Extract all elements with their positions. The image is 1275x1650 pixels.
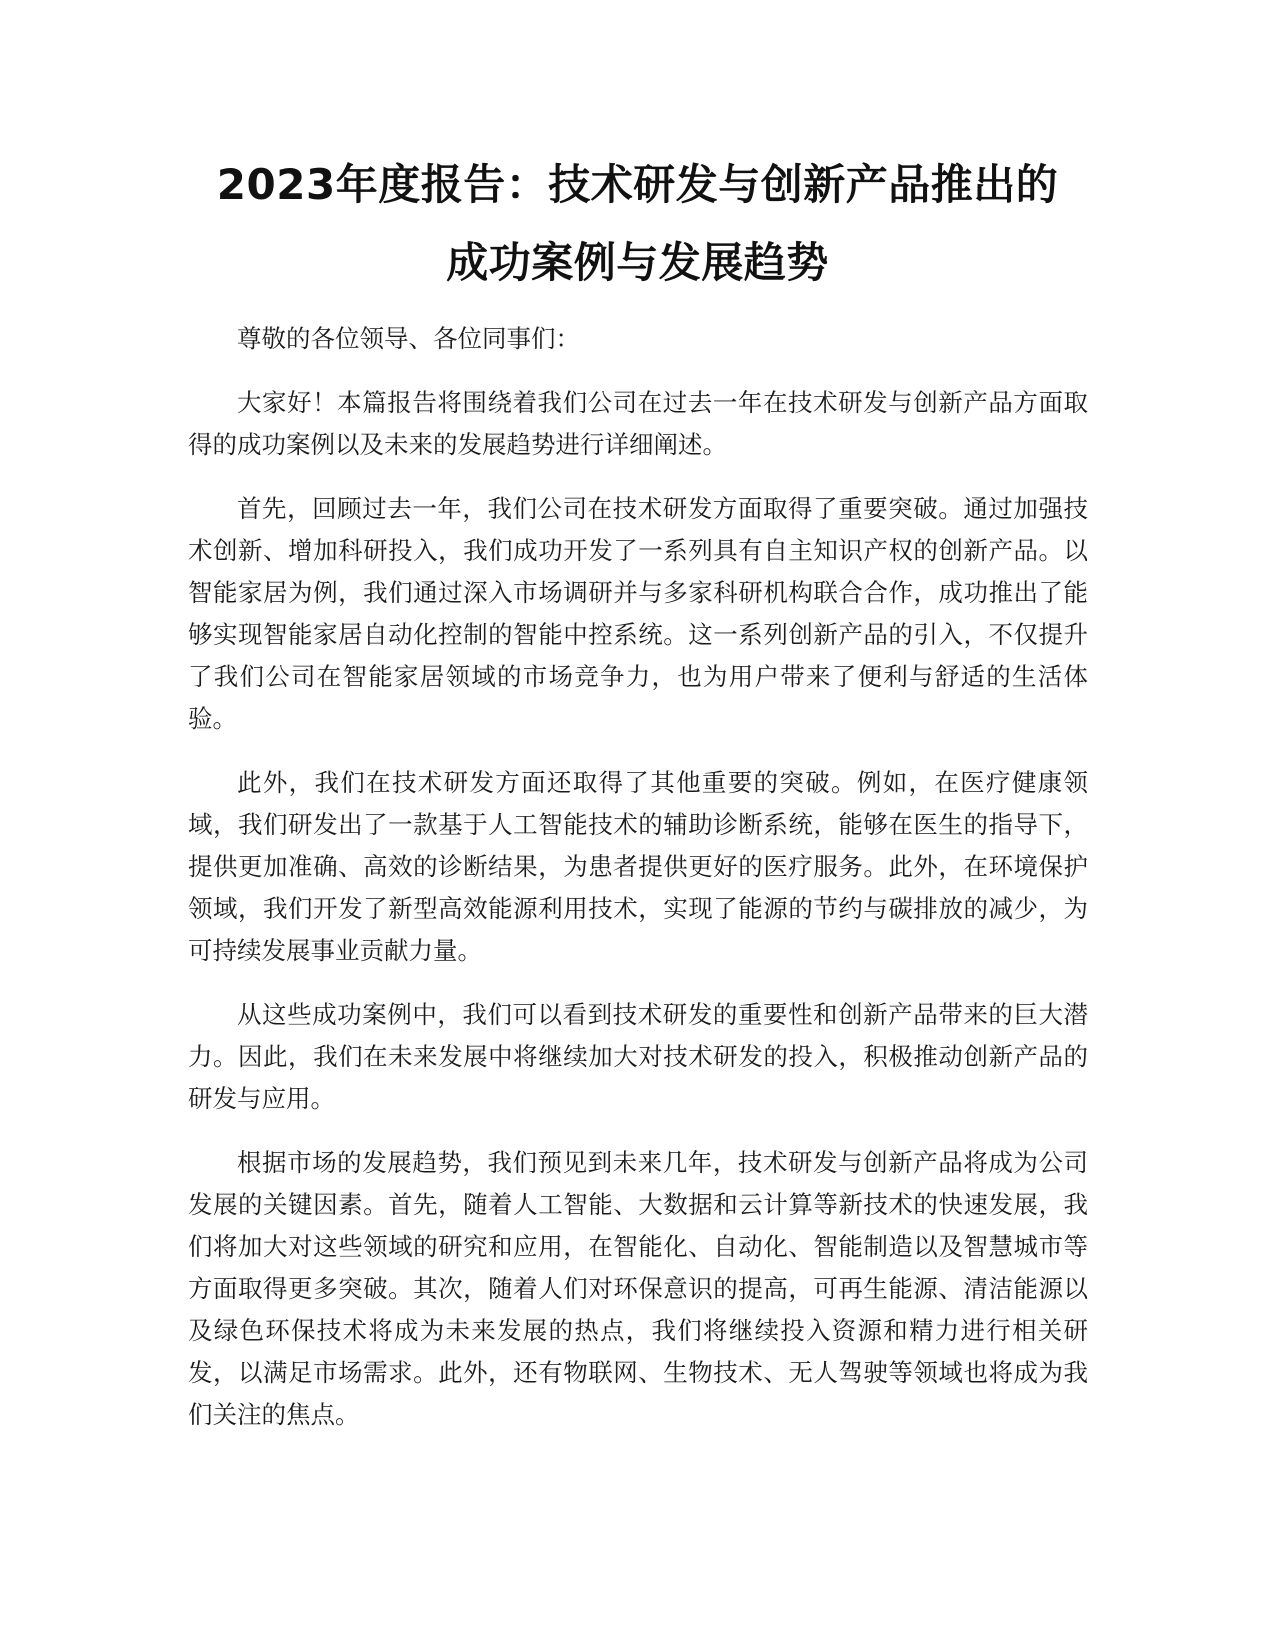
paragraph-other-breakthroughs: 此外，我们在技术研发方面还取得了其他重要的突破。例如，在医疗健康领域，我们研发出了一款基于人工智能技术的辅助诊断系统，能够在医生的指导下，提供更加准确、高效的诊断结果，为患者提供更好的医疗服务。此外，在环境保护领域，我们开发了新型高效能源利用技术，实现了能源的节约与碳排放的减少，为可持续发展事业贡献力量。 <box>188 768 1088 965</box>
salutation: 尊敬的各位领导、各位同事们： <box>237 324 580 353</box>
paragraph-intro: 大家好！本篇报告将围绕着我们公司在过去一年在技术研发与创新产品方面取得的成功案例以及未来的发展趋势进行详细阐述。 <box>188 388 1088 459</box>
document-body <box>188 318 1088 1458</box>
paragraph-trends: 根据市场的发展趋势，我们预见到未来几年，技术研发与创新产品将成为公司发展的关键因素。首先，随着人工智能、大数据和云计算等新技术的快速发展，我们将加大对这些领域的研究和应用，在智能化、自动化、智能制造以及智慧城市等方面取得更多突破。其次，随着人们对环保意识的提高，可再生能源、清洁能源以及绿色环保技术将成为未来发展的热点，我们将继续投入资源和精力进行相关研发，以满足市场需求。此外，还有物联网、生物技术、无人驾驶等领域也将成为我们关注的焦点。 <box>188 1148 1088 1429</box>
document-title <box>180 146 1095 302</box>
paragraph-review: 首先，回顾过去一年，我们公司在技术研发方面取得了重要突破。通过加强技术创新、增加科研投入，我们成功开发了一系列具有自主知识产权的创新产品。以智能家居为例，我们通过深入市场调研并与多家科研机构联合合作，成功推出了能够实现智能家居自动化控制的智能中控系统。这一系列创新产品的引入，不仅提升了我们公司在智能家居领域的市场竞争力，也为用户带来了便利与舒适的生活体验。 <box>188 494 1088 733</box>
title-line-2: 成功案例与发展趋势 <box>446 238 829 287</box>
title-line-1: 2023年度报告：技术研发与创新产品推出的 <box>216 160 1059 209</box>
paragraph-conclusion: 从这些成功案例中，我们可以看到技术研发的重要性和创新产品带来的巨大潜力。因此，我们在未来发展中将继续加大对技术研发的投入，积极推动创新产品的研发与应用。 <box>188 1000 1088 1113</box>
